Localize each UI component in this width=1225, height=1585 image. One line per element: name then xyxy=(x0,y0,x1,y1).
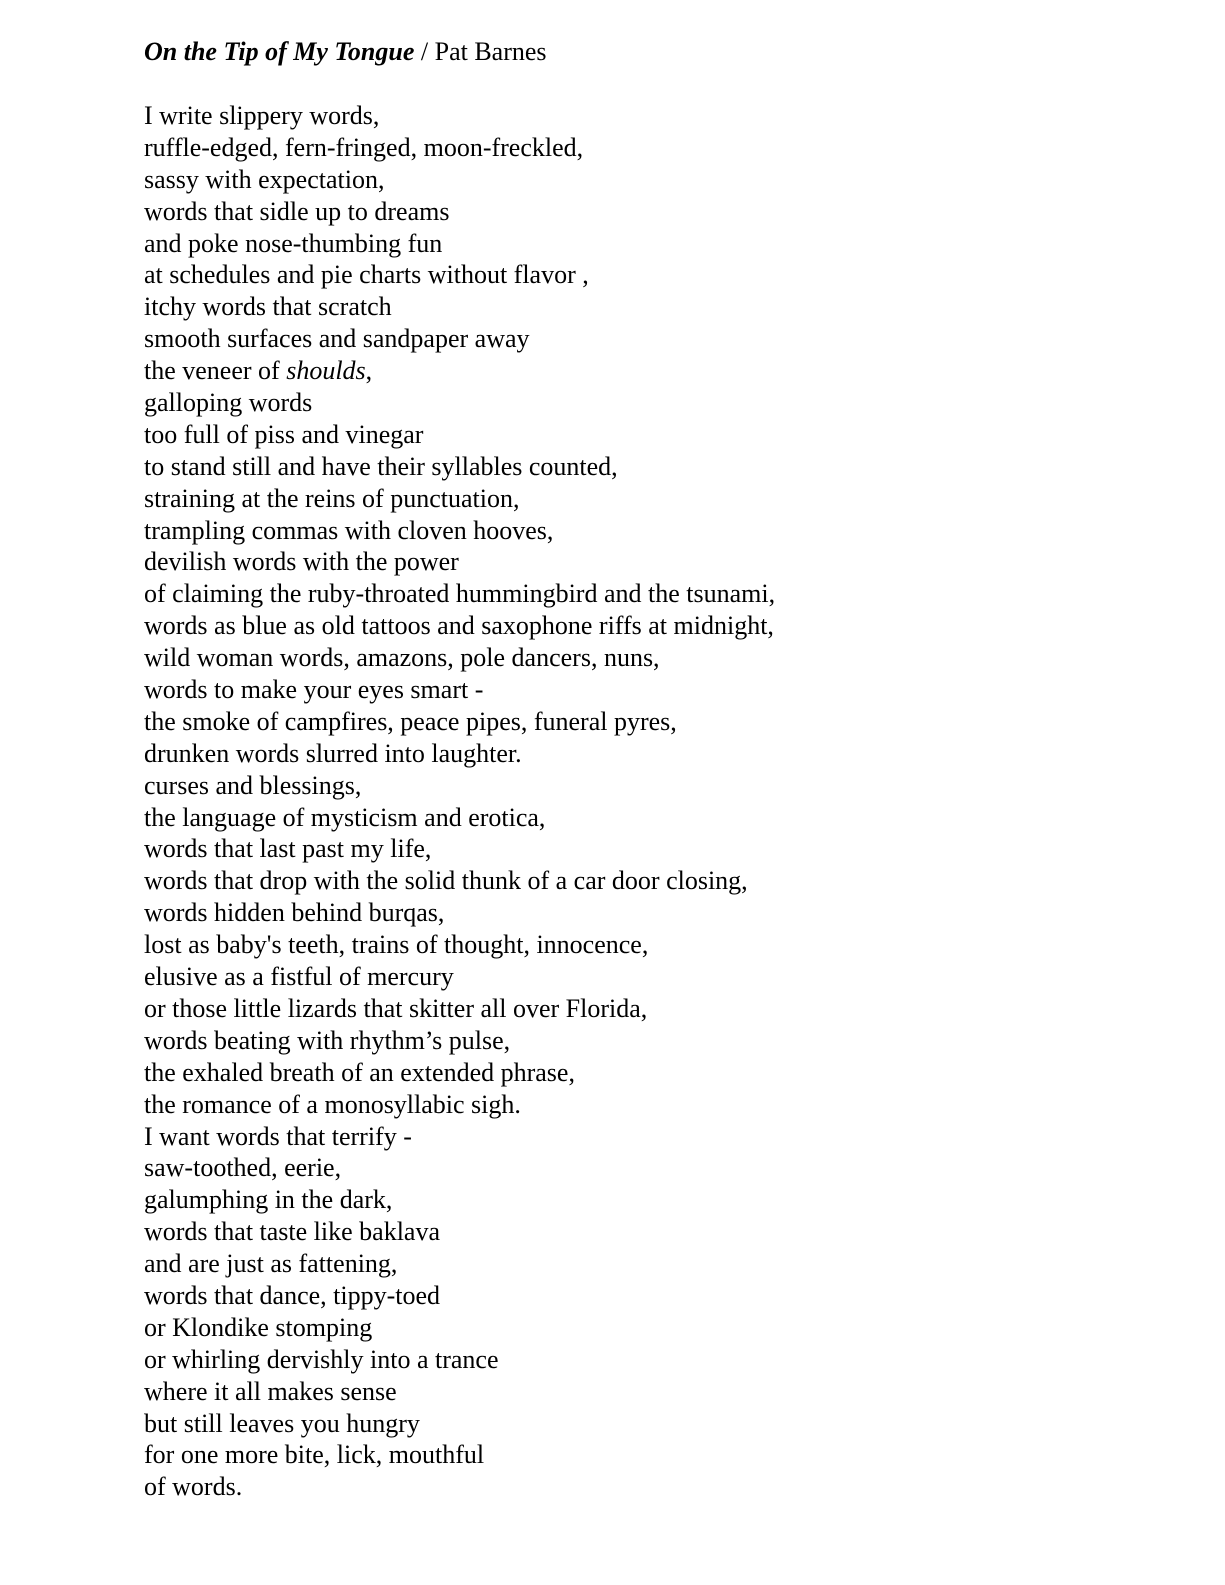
poem-line: for one more bite, lick, mouthful xyxy=(144,1440,485,1470)
poem-line: elusive as a fistful of mercury xyxy=(144,962,454,992)
poem-line: curses and blessings, xyxy=(144,770,362,800)
poem-line: at schedules and pie charts without flavor , xyxy=(144,260,589,290)
poem-line: the veneer of shoulds, xyxy=(144,356,373,386)
poem-line: and poke nose-thumbing fun xyxy=(144,228,443,258)
poem-line: the exhaled breath of an extended phrase, xyxy=(144,1057,575,1087)
poem-line: but still leaves you hungry xyxy=(144,1408,420,1438)
poem-line: straining at the reins of punctuation, xyxy=(144,483,520,513)
poem-line: too full of piss and vinegar xyxy=(144,419,424,449)
poem-line: words beating with rhythm’s pulse, xyxy=(144,1025,511,1055)
poem-line: saw-toothed, eerie, xyxy=(144,1153,342,1183)
poem-line: I write slippery words, xyxy=(144,101,380,130)
poem-body xyxy=(144,100,1184,1503)
poem-line: the smoke of campfires, peace pipes, funeral pyres, xyxy=(144,706,677,736)
poem-line: itchy words that scratch xyxy=(144,292,392,322)
poem-line: and are just as fattening, xyxy=(144,1249,398,1279)
poem-line: words that taste like baklava xyxy=(144,1217,441,1247)
poem-title: On the Tip of My Tongue xyxy=(144,37,415,66)
poem-header xyxy=(144,36,1184,68)
poem-line: or whirling dervishly into a trance xyxy=(144,1344,499,1374)
poem-page xyxy=(144,36,1184,1503)
poem-line: or Klondike stomping xyxy=(144,1312,373,1342)
poem-author: Pat Barnes xyxy=(434,37,547,66)
poem-line: words hidden behind burqas, xyxy=(144,898,445,928)
poem-line: ruffle-edged, fern-fringed, moon-freckled, xyxy=(144,132,584,162)
poem-line: words as blue as old tattoos and saxophone riffs at midnight, xyxy=(144,611,774,641)
poem-line: lost as baby's teeth, trains of thought, innocence, xyxy=(144,930,649,960)
poem-line: trampling commas with cloven hooves, xyxy=(144,515,554,545)
poem-line: words to make your eyes smart - xyxy=(144,675,484,705)
poem-line: the language of mysticism and erotica, xyxy=(144,802,546,832)
poem-line: where it all makes sense xyxy=(144,1376,397,1406)
poem-line: words that dance, tippy-toed xyxy=(144,1280,441,1310)
poem-line: words that last past my life, xyxy=(144,834,432,864)
poem-line: drunken words slurred into laughter. xyxy=(144,738,522,768)
poem-line: devilish words with the power xyxy=(144,547,459,577)
poem-line: the romance of a monosyllabic sigh. xyxy=(144,1089,521,1119)
emphasized-word: shoulds xyxy=(286,356,366,386)
poem-line: words that sidle up to dreams xyxy=(144,196,450,226)
title-separator: / xyxy=(414,37,435,66)
poem-line: I want words that terrify - xyxy=(144,1121,412,1151)
poem-line: wild woman words, amazons, pole dancers, nuns, xyxy=(144,643,660,673)
poem-line: to stand still and have their syllables counted, xyxy=(144,451,618,481)
poem-line: words that drop with the solid thunk of a car door closing, xyxy=(144,866,748,896)
poem-line: smooth surfaces and sandpaper away xyxy=(144,324,530,354)
poem-line: of words. xyxy=(144,1472,243,1502)
poem-line: or those little lizards that skitter all over Florida, xyxy=(144,993,648,1023)
poem-line: galumphing in the dark, xyxy=(144,1185,393,1215)
poem-line: of claiming the ruby-throated hummingbird and the tsunami, xyxy=(144,579,776,609)
poem-line: sassy with expectation, xyxy=(144,164,385,194)
poem-line: galloping words xyxy=(144,388,313,418)
